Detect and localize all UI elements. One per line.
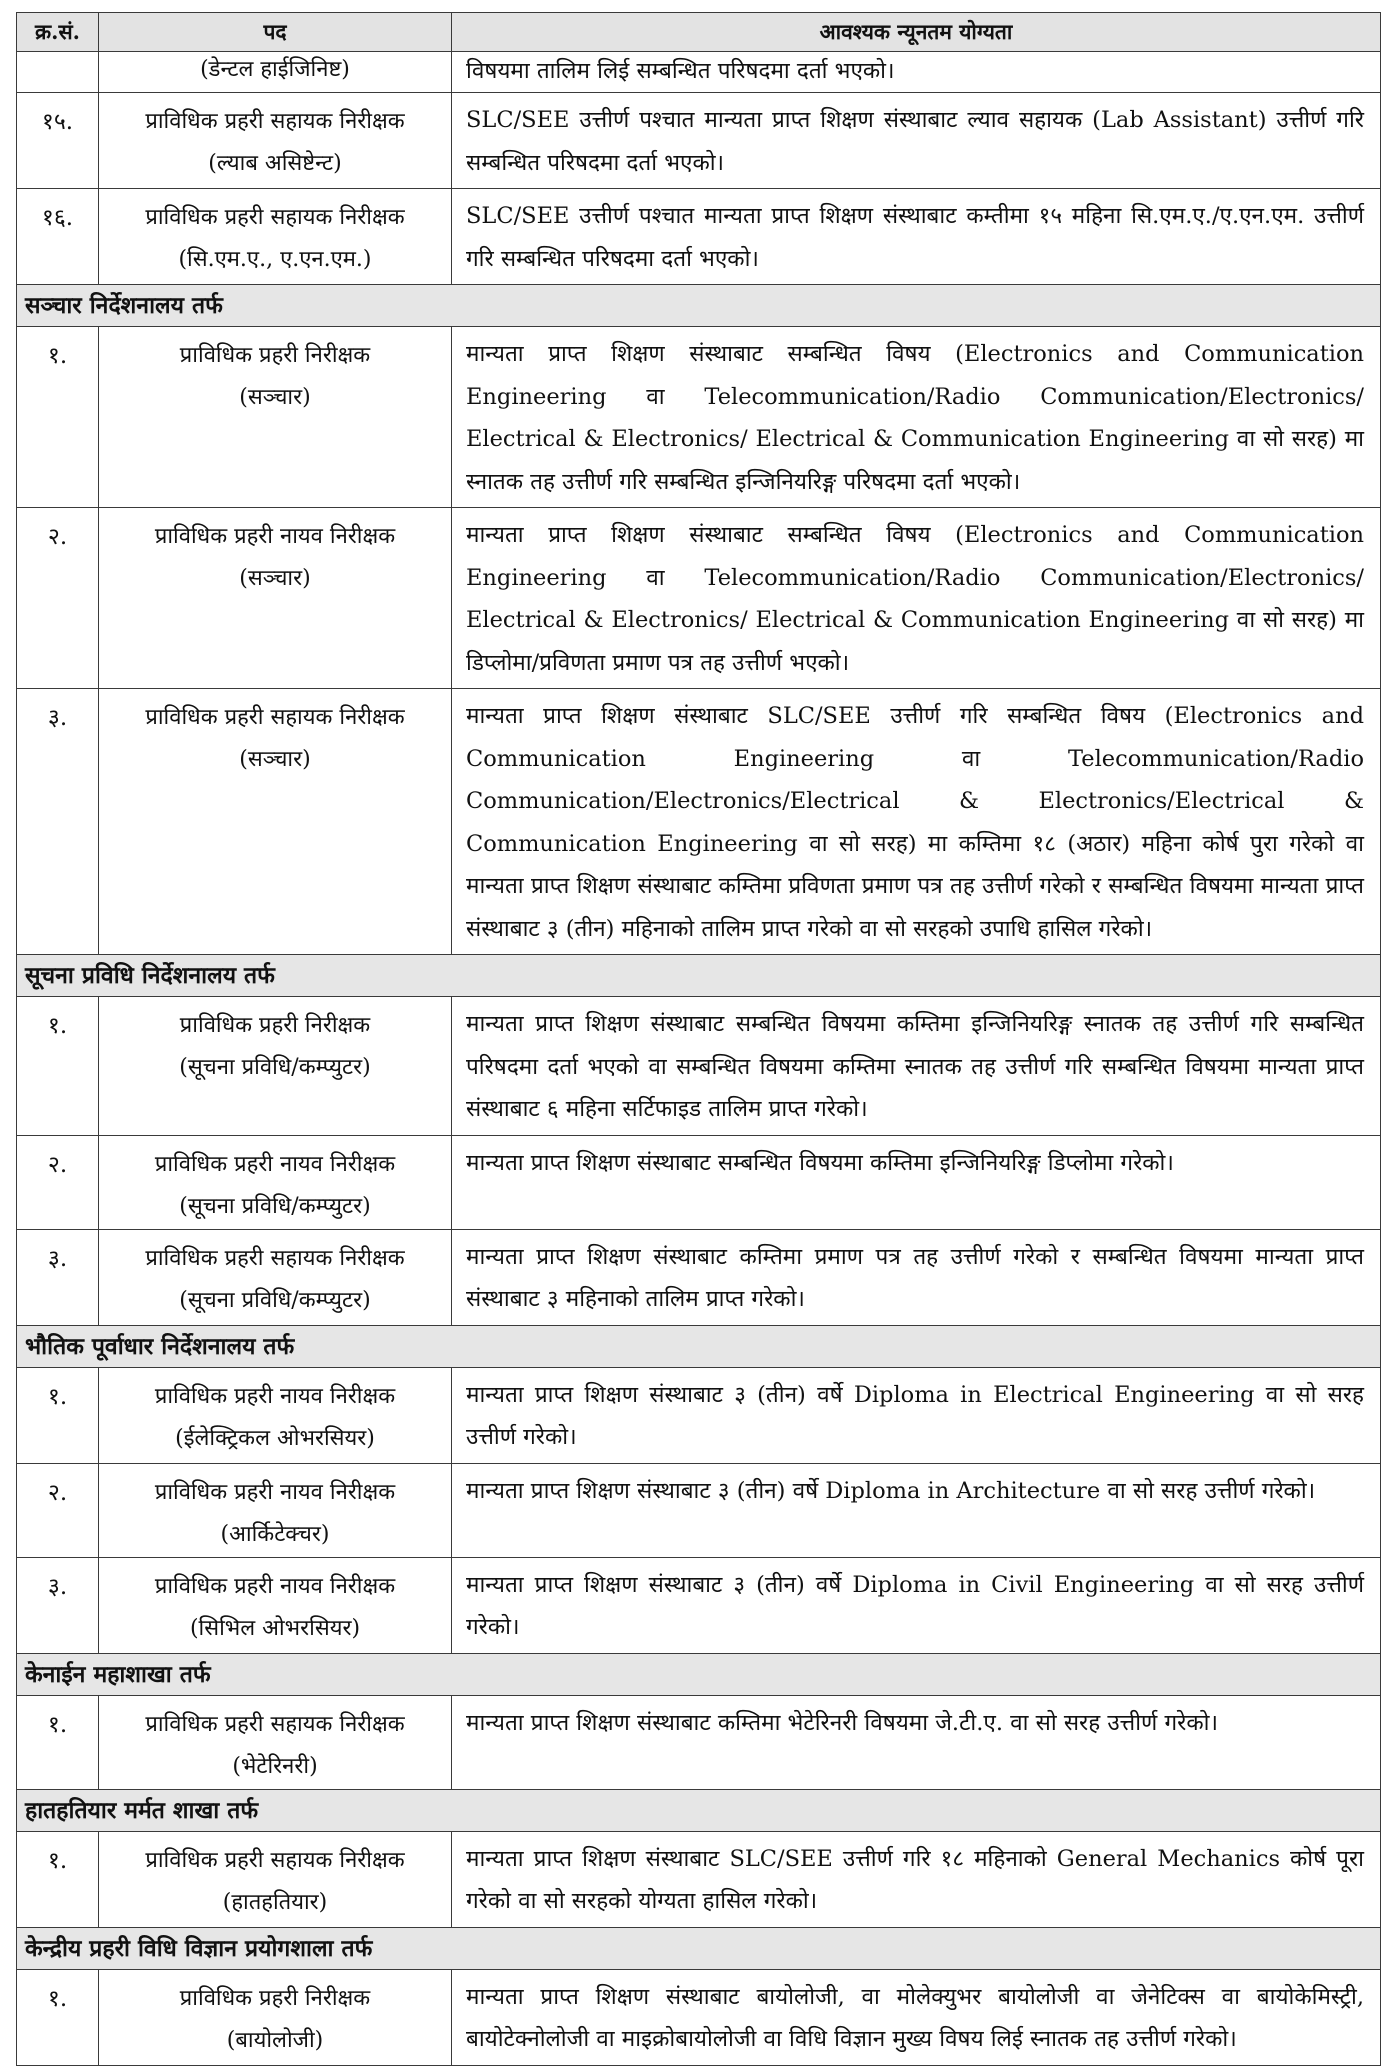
post-title: प्राविधिक प्रहरी निरीक्षक bbox=[179, 1985, 371, 2011]
post-specialty: (सूचना प्रविधि/कम्प्युटर) bbox=[179, 1193, 371, 1219]
serial-cell: १. bbox=[17, 1695, 99, 1789]
post-cell bbox=[99, 52, 452, 93]
serial-cell: १. bbox=[17, 1367, 99, 1463]
header-post: पद bbox=[99, 13, 452, 52]
qualification-cell: मान्यता प्राप्त शिक्षण संस्थाबाट कम्तिमा भेटेरिनरी विषयमा जे.टी.ए. वा सो सरह उत्तीर्ण गरेको। bbox=[452, 1695, 1381, 1789]
table-row bbox=[17, 1229, 1381, 1325]
table-row bbox=[17, 1135, 1381, 1229]
serial-cell: २. bbox=[17, 1135, 99, 1229]
section-title: हातहतियार मर्मत शाखा तर्फ bbox=[17, 1789, 1381, 1831]
post-specialty: (सञ्चार) bbox=[239, 566, 311, 591]
post-cell bbox=[99, 1367, 452, 1463]
qualification-cell: मान्यता प्राप्त शिक्षण संस्थाबाट सम्बन्धित विषयमा कम्तिमा इन्जिनियरिङ्ग स्नातक तह उत्तीर्ण गरि सम्बन्धित परिषदमा दर्ता भएको वा सम्बन्धित विषयमा कम्तिमा स्नातक तह उत्तीर्ण गरि सम्बन्धित विषयमा मान्यता प्राप्त संस्थाबाट ६ महिना सर्टिफाइड तालिम प्राप्त गरेको। bbox=[452, 997, 1381, 1136]
post-title: प्राविधिक प्रहरी निरीक्षक bbox=[179, 343, 371, 368]
qualification-cell: मान्यता प्राप्त शिक्षण संस्थाबाट SLC/SEE उत्तीर्ण गरि सम्बन्धित विषय (Electronics and Communication Engineering वा Telecommunication/Radio Communication/Electronics/Electrical & Electronics/Electrical & Communication Engineering वा सो सरह) मा कम्तिमा १८ (अठार) महिना कोर्ष पुरा गरेको वा मान्यता प्राप्त शिक्षण संस्थाबाट कम्तिमा प्रविणता प्रमाण पत्र तह उत्तीर्ण गरेको र सम्बन्धित विषयमा मान्यता प्राप्त संस्थाबाट ३ (तीन) महिनाको तालिम प्राप्त गरेको वा सो सरहको उपाधि हासिल गरेको। bbox=[452, 689, 1381, 955]
post-title: प्राविधिक प्रहरी सहायक निरीक्षक bbox=[145, 1847, 405, 1873]
post-cell bbox=[99, 1969, 452, 2065]
post-specialty: (सि.एम.ए., ए.एन.एम.) bbox=[178, 247, 372, 272]
section-header-row bbox=[17, 955, 1381, 997]
post-specialty: (बायोलोजी) bbox=[226, 2027, 324, 2053]
table-row bbox=[17, 93, 1381, 189]
post-cell bbox=[99, 1831, 452, 1927]
post-cell bbox=[99, 997, 452, 1136]
post-cell bbox=[99, 189, 452, 285]
section-header-row bbox=[17, 1325, 1381, 1367]
serial-cell: २. bbox=[17, 508, 99, 689]
table-body bbox=[17, 52, 1381, 2066]
qualification-cell: मान्यता प्राप्त शिक्षण संस्थाबाट सम्बन्धित विषय (Electronics and Communication Engineering वा Telecommunication/Radio Communication/Electronics/ Electrical & Electronics/ Electrical & Communication Engineering वा सो सरह) मा स्नातक तह उत्तीर्ण गरि सम्बन्धित इन्जिनियरिङ्ग परिषदमा दर्ता भएको। bbox=[452, 327, 1381, 508]
qualification-cell: मान्यता प्राप्त शिक्षण संस्थाबाट SLC/SEE उत्तीर्ण गरि १८ महिनाको General Mechanics कोर्ष पूरा गरेको वा सो सरहको योग्यता हासिल गरेको। bbox=[452, 1831, 1381, 1927]
post-specialty: (सूचना प्रविधि/कम्प्युटर) bbox=[179, 1287, 371, 1313]
post-title: प्राविधिक प्रहरी नायव निरीक्षक bbox=[154, 524, 396, 549]
post-title: प्राविधिक प्रहरी सहायक निरीक्षक bbox=[145, 1711, 405, 1737]
post-cell bbox=[99, 689, 452, 955]
serial-cell: २. bbox=[17, 1463, 99, 1557]
post-title: प्राविधिक प्रहरी नायव निरीक्षक bbox=[154, 1573, 396, 1599]
qualification-sheet bbox=[16, 12, 1380, 2066]
post-cell bbox=[99, 1229, 452, 1325]
serial-cell: १. bbox=[17, 1969, 99, 2065]
qualification-cell: SLC/SEE उत्तीर्ण पश्चात मान्यता प्राप्त शिक्षण संस्थाबाट कम्तीमा १५ महिना सि.एम.ए./ए.एन.एम. उत्तीर्ण गरि सम्बन्धित परिषदमा दर्ता भएको। bbox=[452, 189, 1381, 285]
serial-cell: १५. bbox=[17, 93, 99, 189]
qualification-cell: मान्यता प्राप्त शिक्षण संस्थाबाट कम्तिमा प्रमाण पत्र तह उत्तीर्ण गरेको र सम्बन्धित विषयमा मान्यता प्राप्त संस्थाबाट ३ महिनाको तालिम प्राप्त गरेको। bbox=[452, 1229, 1381, 1325]
serial-cell bbox=[17, 52, 99, 93]
table-row bbox=[17, 1969, 1381, 2065]
post-title: (डेन्टल हाईजिनिष्ट) bbox=[200, 57, 350, 82]
section-title: सूचना प्रविधि निर्देशनालय तर्फ bbox=[17, 955, 1381, 997]
table-row bbox=[17, 689, 1381, 955]
section-title: भौतिक पूर्वाधार निर्देशनालय तर्फ bbox=[17, 1325, 1381, 1367]
serial-cell: १. bbox=[17, 997, 99, 1136]
section-header-row bbox=[17, 1927, 1381, 1969]
post-title: प्राविधिक प्रहरी नायव निरीक्षक bbox=[154, 1151, 396, 1177]
post-specialty: (सूचना प्रविधि/कम्प्युटर) bbox=[179, 1055, 371, 1080]
table-row bbox=[17, 1463, 1381, 1557]
qualification-cell: मान्यता प्राप्त शिक्षण संस्थाबाट ३ (तीन) वर्षे Diploma in Electrical Engineering वा सो सरह उत्तीर्ण गरेको। bbox=[452, 1367, 1381, 1463]
section-title: केन्द्रीय प्रहरी विधि विज्ञान प्रयोगशाला तर्फ bbox=[17, 1927, 1381, 1969]
post-title: प्राविधिक प्रहरी नायव निरीक्षक bbox=[154, 1479, 396, 1505]
header-serial: क्र.सं. bbox=[17, 13, 99, 52]
section-title: सञ्चार निर्देशनालय तर्फ bbox=[17, 285, 1381, 327]
post-specialty: (भेटेरिनरी) bbox=[232, 1753, 318, 1779]
post-title: प्राविधिक प्रहरी सहायक निरीक्षक bbox=[145, 205, 405, 230]
post-cell bbox=[99, 327, 452, 508]
post-cell bbox=[99, 508, 452, 689]
serial-cell: १. bbox=[17, 327, 99, 508]
section-title: केनाईन महाशाखा तर्फ bbox=[17, 1653, 1381, 1695]
header-row bbox=[17, 13, 1381, 52]
table-row bbox=[17, 52, 1381, 93]
table-row bbox=[17, 997, 1381, 1136]
header-qualification: आवश्यक न्यूनतम योग्यता bbox=[452, 13, 1381, 52]
post-specialty: (हातहतियार) bbox=[222, 1889, 328, 1915]
post-cell bbox=[99, 1135, 452, 1229]
serial-cell: ३. bbox=[17, 1229, 99, 1325]
section-header-row bbox=[17, 1653, 1381, 1695]
qualification-cell: मान्यता प्राप्त शिक्षण संस्थाबाट सम्बन्धित विषयमा कम्तिमा इन्जिनियरिङ्ग डिप्लोमा गरेको। bbox=[452, 1135, 1381, 1229]
table-row bbox=[17, 189, 1381, 285]
post-cell bbox=[99, 93, 452, 189]
table-row bbox=[17, 1695, 1381, 1789]
post-title: प्राविधिक प्रहरी सहायक निरीक्षक bbox=[145, 109, 405, 134]
post-specialty: (ल्याब असिष्टेन्ट) bbox=[208, 151, 342, 176]
table-row bbox=[17, 1557, 1381, 1653]
post-cell bbox=[99, 1463, 452, 1557]
qualification-cell: मान्यता प्राप्त शिक्षण संस्थाबाट ३ (तीन) वर्षे Diploma in Architecture वा सो सरह उत्तीर्ण गरेको। bbox=[452, 1463, 1381, 1557]
qualification-table bbox=[16, 12, 1381, 2066]
serial-cell: १. bbox=[17, 1831, 99, 1927]
post-cell bbox=[99, 1557, 452, 1653]
table-row bbox=[17, 327, 1381, 508]
post-title: प्राविधिक प्रहरी निरीक्षक bbox=[179, 1013, 371, 1038]
post-specialty: (सञ्चार) bbox=[239, 747, 311, 772]
post-specialty: (सञ्चार) bbox=[239, 385, 311, 410]
post-title: प्राविधिक प्रहरी सहायक निरीक्षक bbox=[145, 1245, 405, 1271]
section-header-row bbox=[17, 285, 1381, 327]
post-specialty: (सिभिल ओभरसियर) bbox=[189, 1615, 361, 1641]
qualification-cell: मान्यता प्राप्त शिक्षण संस्थाबाट सम्बन्धित विषय (Electronics and Communication Engineering वा Telecommunication/Radio Communication/Electronics/ Electrical & Electronics/ Electrical & Communication Engineering वा सो सरह) मा डिप्लोमा/प्रविणता प्रमाण पत्र तह उत्तीर्ण भएको। bbox=[452, 508, 1381, 689]
section-header-row bbox=[17, 1789, 1381, 1831]
qualification-cell: मान्यता प्राप्त शिक्षण संस्थाबाट बायोलोजी, वा मोलेक्युभर बायोलोजी वा जेनेटिक्स वा बायोकेमिस्ट्री, बायोटेक्नोलोजी वा माइक्रोबायोलोजी वा विधि विज्ञान मुख्य विषय लिई स्नातक तह उत्तीर्ण गरेको। bbox=[452, 1969, 1381, 2065]
table-row bbox=[17, 508, 1381, 689]
post-cell bbox=[99, 1695, 452, 1789]
post-title: प्राविधिक प्रहरी सहायक निरीक्षक bbox=[145, 705, 405, 730]
table-row bbox=[17, 1367, 1381, 1463]
serial-cell: १६. bbox=[17, 189, 99, 285]
qualification-cell: SLC/SEE उत्तीर्ण पश्चात मान्यता प्राप्त शिक्षण संस्थाबाट ल्याव सहायक (Lab Assistant) उत्तीर्ण गरि सम्बन्धित परिषदमा दर्ता भएको। bbox=[452, 93, 1381, 189]
post-specialty: (ईलेक्ट्रिकल ओभरसियर) bbox=[175, 1425, 375, 1451]
post-title: प्राविधिक प्रहरी नायव निरीक्षक bbox=[154, 1383, 396, 1409]
serial-cell: ३. bbox=[17, 689, 99, 955]
serial-cell: ३. bbox=[17, 1557, 99, 1653]
post-specialty: (आर्किटेक्चर) bbox=[220, 1521, 330, 1547]
table-row bbox=[17, 1831, 1381, 1927]
qualification-cell: मान्यता प्राप्त शिक्षण संस्थाबाट ३ (तीन) वर्षे Diploma in Civil Engineering वा सो सरह उत्तीर्ण गरेको। bbox=[452, 1557, 1381, 1653]
qualification-cell: विषयमा तालिम लिई सम्बन्धित परिषदमा दर्ता भएको। bbox=[452, 52, 1381, 93]
